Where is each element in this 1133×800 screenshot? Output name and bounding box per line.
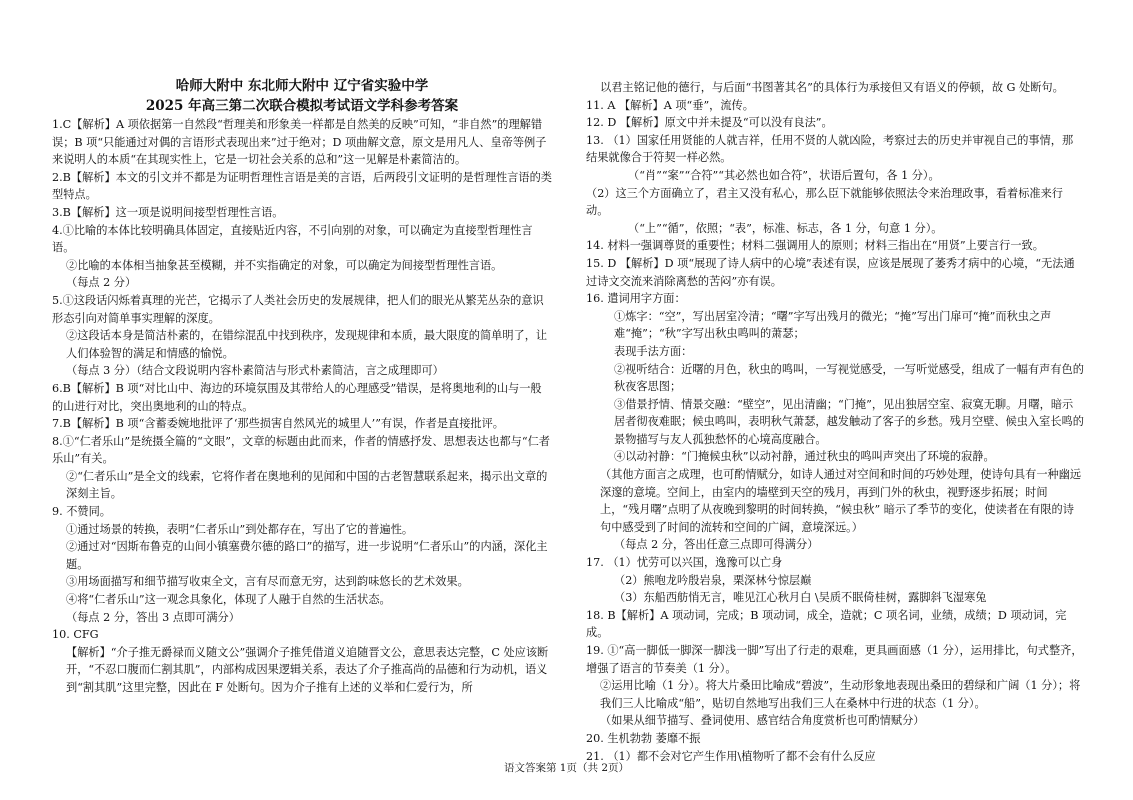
answer-paragraph: 13. （1）国家任用贤能的人就吉祥，任用不贤的人就凶险，考察过去的历史并审视自己的事情，那结果就像合于符契一样必然。: [586, 133, 1074, 165]
answer-paragraph: 11. A 【解析】A 项“垂”，流传。: [586, 98, 754, 112]
answer-paragraph: 表现手法方面：: [614, 344, 693, 358]
answer-paragraph: ②运用比喻（1 分）。将大片桑田比喻成“碧波”，生动形象地表现出桑田的碧绿和广阔（1 分）；将我们三人比喻成“船”，贴切自然地写出我们三人在桑林中行进的状态（1 分）。: [600, 679, 1081, 710]
answer-paragraph: ①炼字：“空”，写出居室冷清；“曙”字写出残月的微光；“掩”写出门扉可“掩”而秋虫之声难“掩”；“秋”字写出秋虫鸣叫的萧瑟；: [614, 309, 1052, 341]
answer-paragraph: ②“仁者乐山”是全文的线索，它将作者在奥地利的见闻和中国的古老智慧联系起来，揭示出文章的深刻主旨。: [66, 469, 548, 501]
answer-paragraph: （如果从细节描写、叠词使用、感官结合角度赏析也可酌情赋分）: [600, 714, 925, 728]
left-answers: [52, 116, 552, 697]
answer-paragraph: 8.①“仁者乐山”是统摄全篇的“文眼”，文章的标题由此而来，作者的情感抒发、思想表达也都与“仁者乐山”有关。: [52, 434, 550, 466]
answer-paragraph: （“肖”“案”“合符”“其必然也如合符”，状语后置句，各 1 分）。: [628, 168, 940, 182]
page-title: 2025 年高三第二次联合模拟考试语文学科参考答案: [145, 98, 459, 114]
answer-paragraph: ④以动衬静：“门掩候虫秋”以动衬静，通过秋虫的鸣叫声突出了环境的寂静。: [614, 450, 995, 464]
answer-paragraph: （每点 2 分，答出任意三点即可得满分）: [614, 538, 819, 552]
answer-paragraph: 19. ①“高一脚低一脚深一脚浅一脚”写出了行走的艰难，更具画面感（1 分），运用排比，句式整齐，增强了语言的节奏美（1 分）。: [586, 644, 1083, 675]
answer-paragraph: 9. 不赞同。: [52, 505, 111, 519]
answer-paragraph: ④将“仁者乐山”这一观念具象化，体现了人融于自然的生活状态。: [66, 593, 391, 607]
answer-paragraph: 4.①比喻的本体比较明确具体固定，直接贴近内容，不引向别的对象，可以确定为直接型哲理性言语。: [52, 223, 533, 255]
header-schools: 哈师大附中 东北师大附中 辽宁省实验中学: [175, 78, 429, 94]
answer-paragraph: 17. （1）忧劳可以兴国，逸豫可以亡身: [586, 556, 783, 570]
answer-paragraph: （“上”“循”，依照；“表”，标准、标志，各 1 分，句意 1 分）。: [628, 221, 943, 235]
answer-paragraph: （每点 2 分，答出 3 点即可满分）: [66, 610, 240, 624]
answer-paragraph: ②比喻的本体相当抽象甚至模糊，并不实指确定的对象，可以确定为间接型哲理性言语。: [66, 258, 503, 272]
answer-paragraph: ②通过对“因斯布鲁克的山间小镇塞费尔德的路口”的描写，进一步说明“仁者乐山”的内涵，深化主题。: [66, 540, 548, 571]
answer-paragraph: 5.①这段话闪烁着真理的光芒，它揭示了人类社会历史的发展规律，把人们的眼光从繁芜丛杂的意识形态引向对简单事实理解的深度。: [52, 293, 544, 325]
answer-paragraph: 【解析】“介子推无爵禄而义随文公”强调介子推凭借道义追随晋文公，意思表达完整，C 处应该断开，“不忍口腹而仁割其肌”，内部构成因果逻辑关系，表达了介子推高尚的品德和行为动机，语义到“割其肌”这里完整，因此在 F 处断句。因为介子推有上述的义举和仁爱行为，所: [66, 645, 549, 694]
answer-paragraph: （每点 2 分）: [66, 276, 137, 290]
answer-paragraph: 6.B【解析】B 项“对比山中、海边的环境氛围及其带给人的心理感受”错误，是将奥地利的山与一般的山进行对比，突出奥地利的山的特点。: [52, 381, 542, 413]
answer-paragraph: 14. 材料一强调尊贤的重要性；材料二强调用人的原则；材料三指出在“用贤”上要言行一致。: [586, 239, 1044, 253]
answer-paragraph: ③借景抒情、情景交融：“壁空”，见出清幽；“门掩”，见出独居空室、寂寞无聊。月曙，暗示居者彻夜难眠；候虫鸣叫，表明秋气萧瑟，越发触动了客子的乡愁。残月空壁、候虫入室长鸣的景物描写与友人孤独愁怀的心境高度融合。: [614, 397, 1084, 446]
answer-paragraph: （每点 3 分）（结合文段说明内容朴素简洁与形式朴素简洁，言之成理即可）: [66, 364, 444, 378]
answer-paragraph: 15. D 【解析】D 项“展现了诗人病中的心境”表述有误，应该是展现了萎秀才病中的心境，“无法通过诗文交流来消除离愁的苦闷”亦有误。: [586, 256, 1075, 288]
answer-paragraph: 3.B【解析】这一项是说明间接型哲理性言语。: [52, 205, 284, 219]
answer-paragraph: 12. D 【解析】原文中并未提及“可以没有良法”。: [586, 116, 833, 130]
answer-paragraph: （2）熊咆龙吟殷岩泉，栗深林兮惊层巅: [614, 573, 812, 587]
answer-paragraph: 10. CFG: [52, 628, 99, 642]
right-column: [586, 0, 1084, 765]
answer-paragraph: 20. 生机勃勃 萎靡不振: [586, 731, 701, 745]
answer-paragraph: 7.B【解析】B 项“含蓄委婉地批评了‘那些损害自然风光的城里人’”有误，作者是直接批评。: [52, 417, 504, 431]
answer-paragraph: 以君主铭记他的德行，与后面“书图著其名”的具体行为承接但又有语义的停顿，故 G 处断句。: [600, 81, 1064, 94]
right-answers: [586, 79, 1084, 765]
answer-paragraph: ②这段话本身是简洁朴素的，在错综混乱中找到秩序，发现规律和本质，最大限度的简单明了，让人们体验智的满足和情感的愉悦。: [66, 329, 548, 360]
answer-paragraph: ①通过场景的转换，表明“仁者乐山”到处都存在，写出了它的普遍性。: [66, 522, 414, 536]
answer-paragraph: 21. （1）都不会对它产生作用\植物听了都不会有什么反应: [586, 749, 876, 763]
page-footer: 语文答案第 1页（共 2页）: [503, 762, 630, 774]
answer-paragraph: （3）东船西舫悄无言，唯见江心秋月白 \吴质不眠倚桂树，露脚斜飞湿寒兔: [614, 591, 987, 605]
answer-paragraph: （其他方面言之成理，也可酌情赋分，如诗人通过对空间和时间的巧妙处理，使诗句具有一种幽远深邃的意境。空间上，由室内的墙壁到天空的残月，再到门外的秋虫，视野逐步拓展；时间上，“残月曙”点明了从夜晚到黎明的时间转换，“候虫秋” 暗示了季节的变化，使读者在有限的诗句中感受到了时间的流转和空间的广阔，意境深远。）: [600, 468, 1082, 534]
answer-paragraph: ③用场面描写和细节描写收束全文，言有尽而意无穷，达到韵味悠长的艺术效果。: [66, 575, 469, 589]
answer-paragraph: 1.C【解析】A 项依据第一自然段“哲理美和形象美一样都是自然美的反映”可知，“非自然”的理解错误；B 项“只能通过对偶的言语形式表现出来”过于绝对；D 项曲解文意，原文是用凡人、皇帝等例子来说明人的本质“在其现实性上，它是一切社会关系的总和”这一见解是朴素简洁的。: [52, 118, 547, 167]
answer-paragraph: （2）这三个方面确立了，君主又没有私心，那么臣下就能够依照法令来治理政事，看着标准来行动。: [586, 186, 1063, 218]
answer-paragraph: 2.B【解析】本文的引文并不都是为证明哲理性言语是美的言语，后两段引文证明的是哲理性言语的类型特点。: [52, 170, 552, 202]
answer-paragraph: 16. 遣词用字方面：: [586, 292, 686, 306]
left-column: [52, 0, 552, 697]
answer-paragraph: 18. B【解析】A 项动词，完成；B 项动词，成全，造就；C 项名词，业绩，成绩；D 项动词，完成。: [586, 608, 1067, 640]
answer-paragraph: ②视听结合：近曙的月色，秋虫的鸣叫，一写视觉感受，一写听觉感受，组成了一幅有声有色的秋夜客思图；: [614, 362, 1084, 394]
